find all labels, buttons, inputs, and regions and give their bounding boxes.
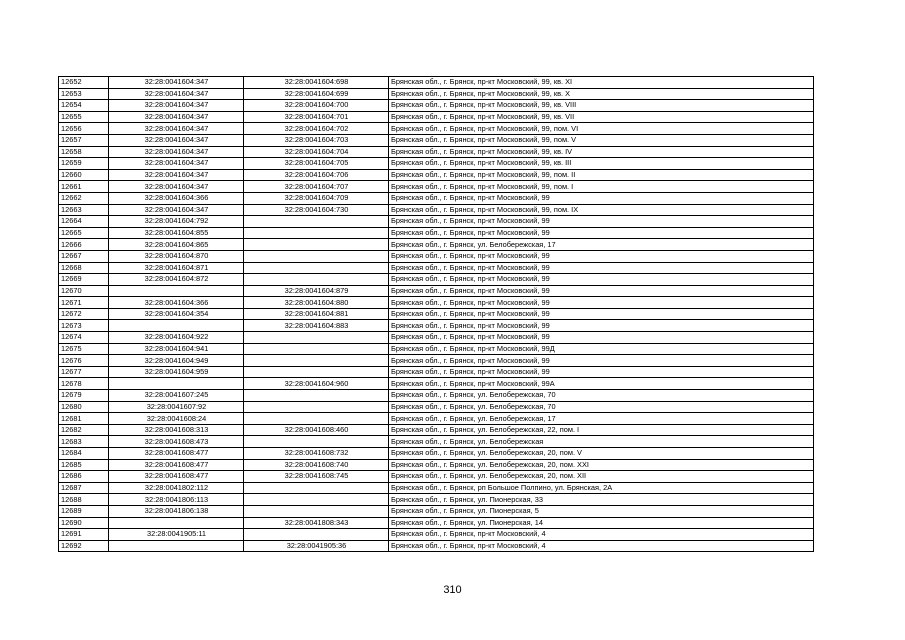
cadastral-number-cell: 32:28:0041604:704 — [244, 146, 389, 158]
record-number-cell: 12658 — [59, 146, 109, 158]
record-number-cell: 12675 — [59, 343, 109, 355]
table-row — [59, 332, 814, 344]
record-number-cell: 12684 — [59, 448, 109, 460]
table-row — [59, 169, 814, 181]
cadastral-number-cell — [244, 390, 389, 402]
cadastral-number-cell — [244, 343, 389, 355]
address-cell: Брянская обл., г. Брянск, пр-кт Московский, 99 — [389, 355, 814, 367]
table-row — [59, 204, 814, 216]
cadastral-number-cell — [244, 227, 389, 239]
record-number-cell: 12659 — [59, 158, 109, 170]
table-row — [59, 424, 814, 436]
cadastral-number-cell: 32:28:0041604:700 — [244, 100, 389, 112]
parent-cadastral-number-cell: 32:28:0041604:366 — [109, 192, 244, 204]
address-cell: Брянская обл., г. Брянск, пр-кт Московский, 99, пом. I — [389, 181, 814, 193]
table-row — [59, 239, 814, 251]
table-row — [59, 297, 814, 309]
parent-cadastral-number-cell: 32:28:0041604:347 — [109, 134, 244, 146]
cadastral-number-cell: 32:28:0041604:883 — [244, 320, 389, 332]
record-number-cell: 12689 — [59, 505, 109, 517]
cadastral-number-cell: 32:28:0041604:960 — [244, 378, 389, 390]
cadastral-number-cell: 32:28:0041604:706 — [244, 169, 389, 181]
table-row — [59, 482, 814, 494]
record-number-cell: 12652 — [59, 77, 109, 89]
record-number-cell: 12680 — [59, 401, 109, 413]
parent-cadastral-number-cell: 32:28:0041604:941 — [109, 343, 244, 355]
address-cell: Брянская обл., г. Брянск, пр-кт Московский, 99, пом. VI — [389, 123, 814, 135]
address-cell: Брянская обл., г. Брянск, ул. Пионерская, 14 — [389, 517, 814, 529]
address-cell: Брянская обл., г. Брянск, пр-кт Московский, 4 — [389, 529, 814, 541]
parent-cadastral-number-cell: 32:28:0041604:959 — [109, 366, 244, 378]
cadastral-number-cell — [244, 494, 389, 506]
address-cell: Брянская обл., г. Брянск, пр-кт Московский, 99, кв. VII — [389, 111, 814, 123]
table-row — [59, 181, 814, 193]
address-cell: Брянская обл., г. Брянск, ул. Белобережская, 20, пом. XXI — [389, 459, 814, 471]
table-row — [59, 459, 814, 471]
parent-cadastral-number-cell: 32:28:0041604:865 — [109, 239, 244, 251]
record-number-cell: 12654 — [59, 100, 109, 112]
parent-cadastral-number-cell: 32:28:0041604:347 — [109, 169, 244, 181]
parent-cadastral-number-cell — [109, 378, 244, 390]
address-cell: Брянская обл., г. Брянск, пр-кт Московский, 99 — [389, 320, 814, 332]
record-number-cell: 12687 — [59, 482, 109, 494]
table-row — [59, 517, 814, 529]
cadastral-number-cell: 32:28:0041905:36 — [244, 540, 389, 552]
address-cell: Брянская обл., г. Брянск, пр-кт Московский, 99 — [389, 262, 814, 274]
cadastral-number-cell: 32:28:0041604:730 — [244, 204, 389, 216]
parent-cadastral-number-cell: 32:28:0041604:347 — [109, 146, 244, 158]
cadastral-number-cell — [244, 482, 389, 494]
cadastral-number-cell — [244, 274, 389, 286]
record-number-cell: 12660 — [59, 169, 109, 181]
table-row — [59, 390, 814, 402]
parent-cadastral-number-cell — [109, 285, 244, 297]
table-row — [59, 274, 814, 286]
address-cell: Брянская обл., г. Брянск, пр-кт Московский, 99 — [389, 250, 814, 262]
parent-cadastral-number-cell: 32:28:0041905:11 — [109, 529, 244, 541]
parent-cadastral-number-cell: 32:28:0041604:347 — [109, 158, 244, 170]
record-number-cell: 12692 — [59, 540, 109, 552]
address-cell: Брянская обл., г. Брянск, пр-кт Московский, 99, пом. IX — [389, 204, 814, 216]
parent-cadastral-number-cell: 32:28:0041608:24 — [109, 413, 244, 425]
cadastral-number-cell: 32:28:0041808:343 — [244, 517, 389, 529]
record-number-cell: 12665 — [59, 227, 109, 239]
cadastral-number-cell — [244, 262, 389, 274]
address-cell: Брянская обл., г. Брянск, ул. Пионерская, 33 — [389, 494, 814, 506]
address-cell: Брянская обл., г. Брянск, пр-кт Московский, 4 — [389, 540, 814, 552]
parent-cadastral-number-cell: 32:28:0041604:366 — [109, 297, 244, 309]
parent-cadastral-number-cell: 32:28:0041806:113 — [109, 494, 244, 506]
address-cell: Брянская обл., г. Брянск, пр-кт Московский, 99, пом. V — [389, 134, 814, 146]
table-row — [59, 111, 814, 123]
record-number-cell: 12673 — [59, 320, 109, 332]
parent-cadastral-number-cell: 32:28:0041604:872 — [109, 274, 244, 286]
cadastral-number-cell — [244, 216, 389, 228]
parent-cadastral-number-cell: 32:28:0041604:922 — [109, 332, 244, 344]
parent-cadastral-number-cell — [109, 540, 244, 552]
parent-cadastral-number-cell — [109, 517, 244, 529]
cadastral-number-cell — [244, 436, 389, 448]
record-number-cell: 12688 — [59, 494, 109, 506]
parent-cadastral-number-cell: 32:28:0041604:347 — [109, 77, 244, 89]
address-cell: Брянская обл., г. Брянск, ул. Белобережская, 17 — [389, 239, 814, 251]
record-number-cell: 12686 — [59, 471, 109, 483]
cadastral-register-table — [58, 76, 814, 552]
table-row — [59, 378, 814, 390]
parent-cadastral-number-cell: 32:28:0041802:112 — [109, 482, 244, 494]
cadastral-number-cell: 32:28:0041608:732 — [244, 448, 389, 460]
record-number-cell: 12677 — [59, 366, 109, 378]
cadastral-number-cell: 32:28:0041608:460 — [244, 424, 389, 436]
cadastral-number-cell: 32:28:0041604:699 — [244, 88, 389, 100]
cadastral-number-cell: 32:28:0041604:705 — [244, 158, 389, 170]
table-row — [59, 320, 814, 332]
table-row — [59, 192, 814, 204]
address-cell: Брянская обл., г. Брянск, ул. Белобережская, 20, пом. V — [389, 448, 814, 460]
record-number-cell: 12667 — [59, 250, 109, 262]
address-cell: Брянская обл., г. Брянск, ул. Белобережская, 70 — [389, 401, 814, 413]
table-row — [59, 355, 814, 367]
cadastral-number-cell — [244, 401, 389, 413]
table-row — [59, 250, 814, 262]
address-cell: Брянская обл., г. Брянск, пр-кт Московский, 99, кв. IV — [389, 146, 814, 158]
address-cell: Брянская обл., г. Брянск, ул. Белобережская, 22, пом. I — [389, 424, 814, 436]
record-number-cell: 12668 — [59, 262, 109, 274]
parent-cadastral-number-cell: 32:28:0041604:347 — [109, 88, 244, 100]
address-cell: Брянская обл., г. Брянск, пр-кт Московский, 99 — [389, 192, 814, 204]
address-cell: Брянская обл., г. Брянск, рп Большое Полпино, ул. Брянская, 2А — [389, 482, 814, 494]
record-number-cell: 12655 — [59, 111, 109, 123]
address-cell: Брянская обл., г. Брянск, пр-кт Московский, 99Д — [389, 343, 814, 355]
table-row — [59, 100, 814, 112]
cadastral-number-cell: 32:28:0041604:880 — [244, 297, 389, 309]
table-row — [59, 227, 814, 239]
address-cell: Брянская обл., г. Брянск, пр-кт Московский, 99 — [389, 332, 814, 344]
address-cell: Брянская обл., г. Брянск, ул. Белобережская, 17 — [389, 413, 814, 425]
record-number-cell: 12683 — [59, 436, 109, 448]
record-number-cell: 12679 — [59, 390, 109, 402]
address-cell: Брянская обл., г. Брянск, пр-кт Московский, 99, кв. III — [389, 158, 814, 170]
cadastral-number-cell: 32:28:0041604:709 — [244, 192, 389, 204]
address-cell: Брянская обл., г. Брянск, ул. Белобережская, 20, пом. XII — [389, 471, 814, 483]
parent-cadastral-number-cell: 32:28:0041607:245 — [109, 390, 244, 402]
record-number-cell: 12681 — [59, 413, 109, 425]
record-number-cell: 12662 — [59, 192, 109, 204]
table-row — [59, 88, 814, 100]
address-cell: Брянская обл., г. Брянск, ул. Пионерская, 5 — [389, 505, 814, 517]
parent-cadastral-number-cell: 32:28:0041608:477 — [109, 471, 244, 483]
record-number-cell: 12672 — [59, 308, 109, 320]
parent-cadastral-number-cell: 32:28:0041604:871 — [109, 262, 244, 274]
record-number-cell: 12670 — [59, 285, 109, 297]
address-cell: Брянская обл., г. Брянск, пр-кт Московский, 99А — [389, 378, 814, 390]
table-row — [59, 123, 814, 135]
cadastral-number-cell — [244, 332, 389, 344]
record-number-cell: 12671 — [59, 297, 109, 309]
parent-cadastral-number-cell: 32:28:0041604:347 — [109, 181, 244, 193]
record-number-cell: 12669 — [59, 274, 109, 286]
table-row — [59, 436, 814, 448]
address-cell: Брянская обл., г. Брянск, ул. Белобережская — [389, 436, 814, 448]
address-cell: Брянская обл., г. Брянск, пр-кт Московский, 99 — [389, 216, 814, 228]
table-row — [59, 343, 814, 355]
page-number: 310 — [443, 584, 462, 596]
table-row — [59, 158, 814, 170]
address-cell: Брянская обл., г. Брянск, пр-кт Московский, 99 — [389, 274, 814, 286]
record-number-cell: 12690 — [59, 517, 109, 529]
cadastral-number-cell — [244, 355, 389, 367]
table-row — [59, 505, 814, 517]
parent-cadastral-number-cell: 32:28:0041608:477 — [109, 448, 244, 460]
address-cell: Брянская обл., г. Брянск, пр-кт Московский, 99, кв. X — [389, 88, 814, 100]
record-number-cell: 12676 — [59, 355, 109, 367]
table-row — [59, 366, 814, 378]
address-cell: Брянская обл., г. Брянск, пр-кт Московский, 99, кв. XI — [389, 77, 814, 89]
cadastral-number-cell: 32:28:0041608:745 — [244, 471, 389, 483]
cadastral-number-cell: 32:28:0041604:698 — [244, 77, 389, 89]
address-cell: Брянская обл., г. Брянск, пр-кт Московский, 99 — [389, 285, 814, 297]
cadastral-number-cell: 32:28:0041604:702 — [244, 123, 389, 135]
record-number-cell: 12678 — [59, 378, 109, 390]
parent-cadastral-number-cell: 32:28:0041608:477 — [109, 459, 244, 471]
cadastral-number-cell — [244, 250, 389, 262]
parent-cadastral-number-cell: 32:28:0041604:870 — [109, 250, 244, 262]
table-row — [59, 448, 814, 460]
address-cell: Брянская обл., г. Брянск, пр-кт Московский, 99 — [389, 227, 814, 239]
cadastral-number-cell: 32:28:0041604:707 — [244, 181, 389, 193]
parent-cadastral-number-cell — [109, 320, 244, 332]
parent-cadastral-number-cell: 32:28:0041604:949 — [109, 355, 244, 367]
record-number-cell: 12656 — [59, 123, 109, 135]
table-row — [59, 77, 814, 89]
table-row — [59, 146, 814, 158]
table-row — [59, 216, 814, 228]
parent-cadastral-number-cell: 32:28:0041604:347 — [109, 204, 244, 216]
parent-cadastral-number-cell: 32:28:0041604:792 — [109, 216, 244, 228]
parent-cadastral-number-cell: 32:28:0041604:855 — [109, 227, 244, 239]
cadastral-number-cell — [244, 529, 389, 541]
parent-cadastral-number-cell: 32:28:0041607:92 — [109, 401, 244, 413]
record-number-cell: 12663 — [59, 204, 109, 216]
parent-cadastral-number-cell: 32:28:0041608:313 — [109, 424, 244, 436]
cadastral-number-cell: 32:28:0041604:879 — [244, 285, 389, 297]
table-row — [59, 413, 814, 425]
address-cell: Брянская обл., г. Брянск, пр-кт Московский, 99, кв. VIII — [389, 100, 814, 112]
table-row — [59, 540, 814, 552]
parent-cadastral-number-cell: 32:28:0041806:138 — [109, 505, 244, 517]
cadastral-number-cell — [244, 505, 389, 517]
record-number-cell: 12664 — [59, 216, 109, 228]
cadastral-number-cell: 32:28:0041608:740 — [244, 459, 389, 471]
address-cell: Брянская обл., г. Брянск, ул. Белобережская, 70 — [389, 390, 814, 402]
address-cell: Брянская обл., г. Брянск, пр-кт Московский, 99 — [389, 297, 814, 309]
address-cell: Брянская обл., г. Брянск, пр-кт Московский, 99, пом. II — [389, 169, 814, 181]
table-row — [59, 262, 814, 274]
register-table-body — [59, 77, 814, 552]
address-cell: Брянская обл., г. Брянск, пр-кт Московский, 99 — [389, 308, 814, 320]
record-number-cell: 12657 — [59, 134, 109, 146]
record-number-cell: 12682 — [59, 424, 109, 436]
parent-cadastral-number-cell: 32:28:0041604:347 — [109, 123, 244, 135]
table-row — [59, 285, 814, 297]
parent-cadastral-number-cell: 32:28:0041604:354 — [109, 308, 244, 320]
record-number-cell: 12653 — [59, 88, 109, 100]
cadastral-number-cell: 32:28:0041604:703 — [244, 134, 389, 146]
record-number-cell: 12661 — [59, 181, 109, 193]
table-row — [59, 134, 814, 146]
table-row — [59, 401, 814, 413]
record-number-cell: 12674 — [59, 332, 109, 344]
address-cell: Брянская обл., г. Брянск, пр-кт Московский, 99 — [389, 366, 814, 378]
record-number-cell: 12691 — [59, 529, 109, 541]
cadastral-number-cell: 32:28:0041604:701 — [244, 111, 389, 123]
cadastral-number-cell — [244, 366, 389, 378]
parent-cadastral-number-cell: 32:28:0041604:347 — [109, 100, 244, 112]
record-number-cell: 12666 — [59, 239, 109, 251]
cadastral-number-cell — [244, 413, 389, 425]
parent-cadastral-number-cell: 32:28:0041604:347 — [109, 111, 244, 123]
table-row — [59, 471, 814, 483]
table-row — [59, 529, 814, 541]
table-row — [59, 308, 814, 320]
record-number-cell: 12685 — [59, 459, 109, 471]
parent-cadastral-number-cell: 32:28:0041608:473 — [109, 436, 244, 448]
cadastral-number-cell: 32:28:0041604:881 — [244, 308, 389, 320]
cadastral-number-cell — [244, 239, 389, 251]
table-row — [59, 494, 814, 506]
